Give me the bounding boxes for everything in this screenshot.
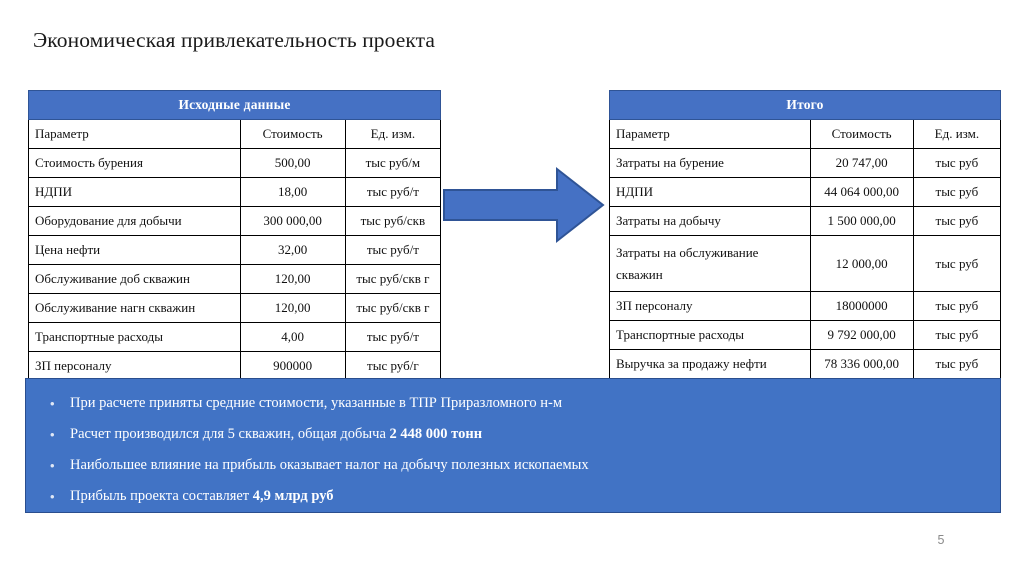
bullet-strong: 2 448 000 тонн xyxy=(389,426,483,442)
conclusions-callout xyxy=(25,378,1001,513)
table-row xyxy=(29,207,441,236)
source-row-value: 900000 xyxy=(240,352,345,381)
source-row-param: Цена нефти xyxy=(29,236,241,265)
total-row-unit: тыс руб xyxy=(913,149,1000,178)
source-row-unit: тыс руб/скв г xyxy=(345,294,440,323)
table-row xyxy=(29,352,441,381)
bullet-text xyxy=(70,388,1000,419)
source-col-header-value: Стоимость xyxy=(240,120,345,149)
list-item xyxy=(26,450,1000,481)
bullet-text xyxy=(70,481,1000,512)
bullet-icon: • xyxy=(50,427,55,442)
total-row-unit: тыс руб xyxy=(913,178,1000,207)
page-title: Экономическая привлекательность проекта xyxy=(33,28,436,52)
total-row-value: 44 064 000,00 xyxy=(810,178,913,207)
total-table-header-row xyxy=(610,120,1001,149)
total-table-banner-row xyxy=(610,91,1001,120)
source-table-banner-row xyxy=(29,91,441,120)
bullet-lead: Прибыль проекта составляет xyxy=(70,488,253,504)
table-row xyxy=(610,350,1001,379)
total-row-value: 1 500 000,00 xyxy=(810,207,913,236)
total-col-header-unit: Ед. изм. xyxy=(913,120,1000,149)
source-row-value: 500,00 xyxy=(240,149,345,178)
total-row-value: 20 747,00 xyxy=(810,149,913,178)
list-item xyxy=(26,481,1000,512)
source-row-param: Стоимость бурения xyxy=(29,149,241,178)
total-row-param: НДПИ xyxy=(610,178,811,207)
total-table-banner: Итого xyxy=(610,91,1001,120)
flow-arrow-icon xyxy=(443,166,605,244)
total-row-param: Затраты на обслуживание скважин xyxy=(610,236,811,292)
total-row-param: Транспортные расходы xyxy=(610,321,811,350)
source-row-value: 4,00 xyxy=(240,323,345,352)
source-col-header-unit: Ед. изм. xyxy=(345,120,440,149)
source-row-unit: тыс руб/т xyxy=(345,323,440,352)
total-row-value: 12 000,00 xyxy=(810,236,913,292)
source-row-unit: тыс руб/скв г xyxy=(345,265,440,294)
source-row-param: НДПИ xyxy=(29,178,241,207)
table-row xyxy=(29,265,441,294)
source-row-param: Обслуживание нагн скважин xyxy=(29,294,241,323)
total-row-param: ЗП персоналу xyxy=(610,292,811,321)
table-row xyxy=(29,236,441,265)
bullet-text xyxy=(70,419,1000,450)
total-row-unit: тыс руб xyxy=(913,350,1000,379)
bullet-icon: • xyxy=(50,396,55,411)
list-item xyxy=(26,388,1000,419)
total-row-unit: тыс руб xyxy=(913,292,1000,321)
total-row-value: 78 336 000,00 xyxy=(810,350,913,379)
table-row xyxy=(610,321,1001,350)
source-row-value: 18,00 xyxy=(240,178,345,207)
total-row-param: Затраты на добычу xyxy=(610,207,811,236)
bullet-text xyxy=(70,450,1000,481)
total-row-param: Выручка за продажу нефти xyxy=(610,350,811,379)
total-data-table xyxy=(609,90,1001,408)
list-item xyxy=(26,419,1000,450)
source-row-param: Транспортные расходы xyxy=(29,323,241,352)
table-row xyxy=(610,149,1001,178)
table-row xyxy=(610,207,1001,236)
source-row-unit: тыс руб/м xyxy=(345,149,440,178)
table-row xyxy=(29,178,441,207)
total-row-unit: тыс руб xyxy=(913,207,1000,236)
table-row xyxy=(610,292,1001,321)
source-data-table xyxy=(28,90,441,381)
total-col-header-value: Стоимость xyxy=(810,120,913,149)
source-row-unit: тыс руб/т xyxy=(345,178,440,207)
total-row-value: 9 792 000,00 xyxy=(810,321,913,350)
bullet-icon: • xyxy=(50,458,55,473)
table-row xyxy=(610,178,1001,207)
source-row-value: 32,00 xyxy=(240,236,345,265)
source-row-value: 120,00 xyxy=(240,294,345,323)
source-col-header-param: Параметр xyxy=(29,120,241,149)
source-row-unit: тыс руб/скв xyxy=(345,207,440,236)
page-number: 5 xyxy=(937,533,945,547)
total-row-unit: тыс руб xyxy=(913,236,1000,292)
source-row-param: Обслуживание доб скважин xyxy=(29,265,241,294)
source-table-header-row xyxy=(29,120,441,149)
source-row-param: ЗП персоналу xyxy=(29,352,241,381)
total-row-param: Затраты на бурение xyxy=(610,149,811,178)
total-row-value: 18000000 xyxy=(810,292,913,321)
total-row-unit: тыс руб xyxy=(913,321,1000,350)
source-table-banner: Исходные данные xyxy=(29,91,441,120)
table-row xyxy=(610,236,1001,292)
bullet-icon: • xyxy=(50,489,55,504)
table-row xyxy=(29,149,441,178)
source-row-unit: тыс руб/т xyxy=(345,236,440,265)
source-row-value: 120,00 xyxy=(240,265,345,294)
bullet-lead: Расчет производился для 5 скважин, общая добыча xyxy=(70,426,390,442)
bullet-lead: При расчете приняты средние стоимости, указанные в ТПР Приразломного н-м xyxy=(70,395,563,411)
table-row xyxy=(29,323,441,352)
source-row-unit: тыс руб/г xyxy=(345,352,440,381)
table-row xyxy=(29,294,441,323)
bullet-strong: 4,9 млрд руб xyxy=(252,488,334,504)
source-row-param: Оборудование для добычи xyxy=(29,207,241,236)
bullet-lead: Наибольшее влияние на прибыль оказывает налог на добычу полезных ископаемых xyxy=(70,457,589,473)
source-row-value: 300 000,00 xyxy=(240,207,345,236)
total-col-header-param: Параметр xyxy=(610,120,811,149)
